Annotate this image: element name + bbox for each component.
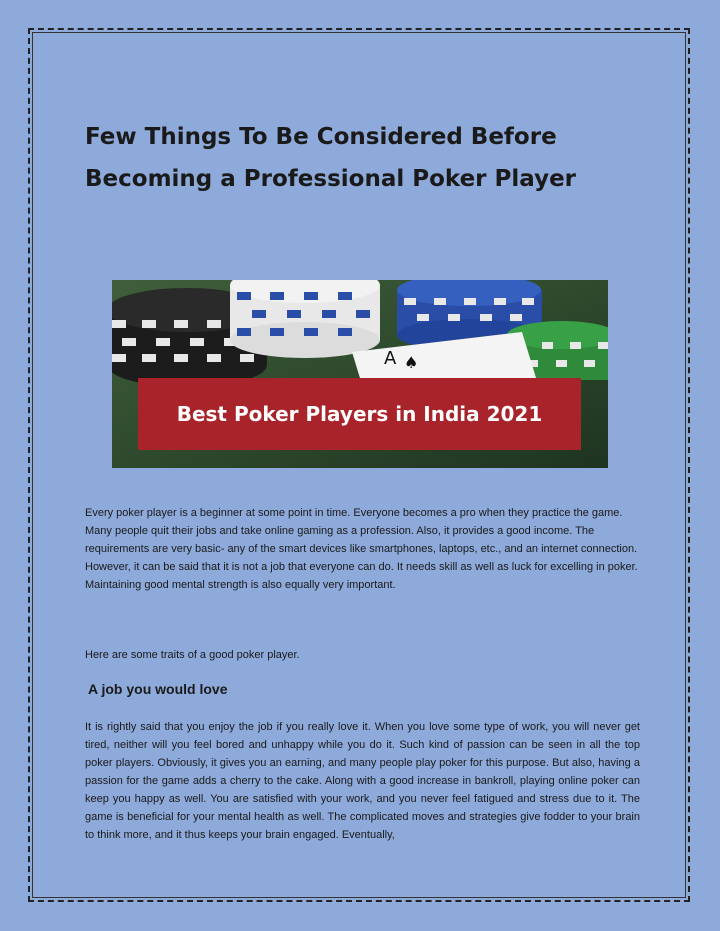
document-title: Few Things To Be Considered Before Becoming a Professional Poker Player bbox=[85, 124, 577, 192]
intro-paragraph: Every poker player is a beginner at some point in time. Everyone becomes a pro when they practice the game. Many people quit their jobs and take online gaming as a profession. Also, it provides a good income. The requirements are very basic- any of the smart devices like smartphones, laptops, etc., and an internet connection. However, it can be said that it is not a job that everyone can do. It needs skill as well as luck for excelling in poker. Maintaining good mental strength is also equally very important. bbox=[85, 507, 638, 591]
image-banner: Best Poker Players in India 2021 bbox=[138, 378, 581, 450]
job-love-paragraph: It is rightly said that you enjoy the job if you really love it. When you love some type of work, you will never get tired, neither will you feel bored and unhappy while you do it. Such kind of passion can be seen in all the top poker players. Obviously, it gives you an earning, and many people play poker for this purpose. But also, having a passion for the game adds a cherry to the cake. Along with a good increase in bankroll, playing online poker can keep you happy as well. You are satisfied with your work, and you never feel fatigued and stress due to it. The game is beneficial for your mental health as well. The complicated moves and strategies give fodder to your brain to think more, and it thus keeps your brain engaged. Eventually, bbox=[85, 721, 640, 841]
spade-icon: ♠ bbox=[404, 353, 419, 372]
section-heading: A job you would love bbox=[88, 681, 228, 697]
poker-chips-image bbox=[112, 280, 608, 468]
traits-intro-paragraph: Here are some traits of a good poker player. bbox=[85, 649, 300, 661]
card-rank: A bbox=[384, 348, 397, 369]
white-chip-stack bbox=[230, 280, 380, 358]
